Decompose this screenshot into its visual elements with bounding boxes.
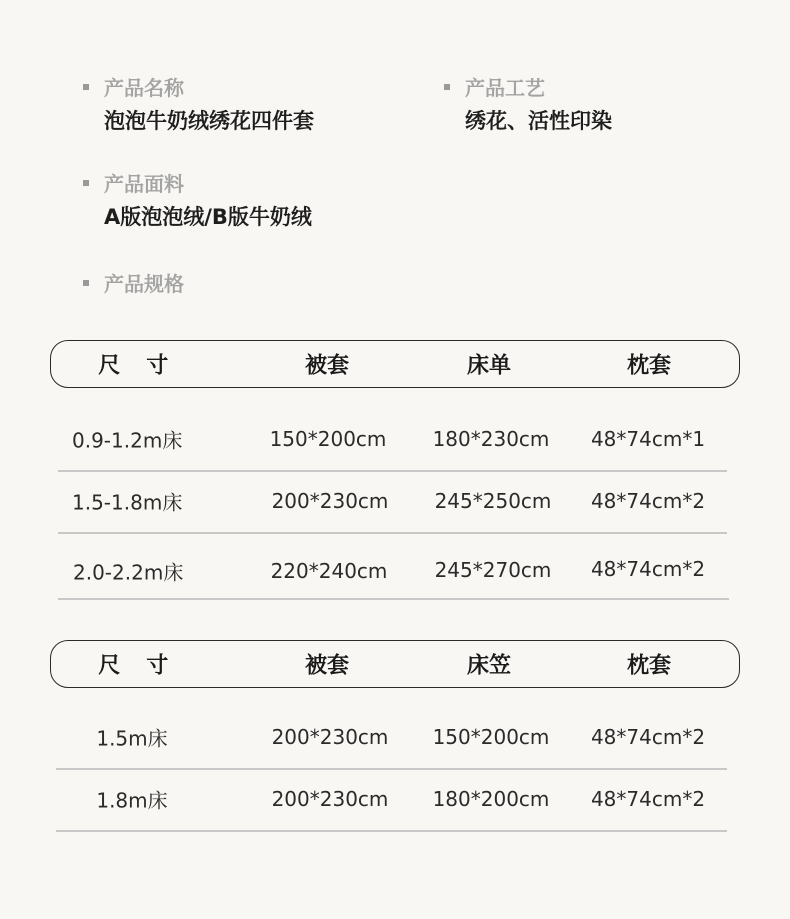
row-divider bbox=[56, 768, 727, 770]
row-divider bbox=[58, 598, 729, 600]
table1-cell: 2.0-2.2m床 bbox=[73, 560, 184, 585]
table1-header-size: 尺寸 bbox=[98, 353, 195, 379]
product-craft-block bbox=[465, 75, 612, 135]
table2-cell: 180*200cm bbox=[432, 787, 550, 811]
table1-cell: 220*240cm bbox=[270, 559, 388, 583]
product-spec-block bbox=[104, 271, 184, 297]
bullet-icon bbox=[83, 84, 89, 90]
table2-header-duvet: 被套 bbox=[304, 653, 350, 679]
table2-cell: 48*74cm*2 bbox=[590, 725, 706, 749]
product-fabric-block bbox=[104, 171, 312, 231]
table2-cell: 200*230cm bbox=[271, 787, 389, 811]
product-fabric-value: A版泡泡绒/B版牛奶绒 bbox=[104, 205, 312, 229]
table1-cell: 48*74cm*2 bbox=[590, 557, 706, 581]
table2-cell: 1.5m床 bbox=[96, 726, 168, 751]
table1-cell: 0.9-1.2m床 bbox=[72, 428, 183, 453]
table1-cell: 245*270cm bbox=[434, 558, 552, 582]
table2-cell: 200*230cm bbox=[271, 725, 389, 749]
product-craft-label: 产品工艺 bbox=[465, 76, 545, 100]
product-name-value: 泡泡牛奶绒绣花四件套 bbox=[104, 109, 314, 133]
product-name-block bbox=[104, 75, 314, 135]
table1-header-sheet: 床单 bbox=[466, 353, 512, 379]
table2-cell: 150*200cm bbox=[432, 725, 550, 749]
table1-cell: 150*200cm bbox=[269, 427, 387, 451]
table2-header-pillowcase: 枕套 bbox=[626, 653, 672, 679]
row-divider bbox=[58, 532, 727, 534]
table2-header-size: 尺寸 bbox=[98, 653, 195, 679]
table1-cell: 48*74cm*2 bbox=[590, 489, 706, 513]
table1-header bbox=[50, 340, 740, 388]
row-divider bbox=[56, 830, 727, 832]
table1-header-duvet: 被套 bbox=[304, 353, 350, 379]
product-name-label: 产品名称 bbox=[104, 76, 184, 100]
bullet-icon bbox=[83, 280, 89, 286]
table1-cell: 48*74cm*1 bbox=[590, 427, 706, 451]
row-divider bbox=[58, 470, 727, 472]
table1-cell: 1.5-1.8m床 bbox=[72, 490, 183, 515]
product-fabric-label: 产品面料 bbox=[104, 172, 184, 196]
table1-cell: 180*230cm bbox=[432, 427, 550, 451]
table2-header bbox=[50, 640, 740, 688]
table1-cell: 200*230cm bbox=[271, 489, 389, 513]
table2-header-fitted-sheet: 床笠 bbox=[466, 653, 512, 679]
table1-cell: 245*250cm bbox=[434, 489, 552, 513]
bullet-icon bbox=[444, 84, 450, 90]
table1-header-pillowcase: 枕套 bbox=[626, 353, 672, 379]
table2-cell: 1.8m床 bbox=[96, 788, 168, 813]
bullet-icon bbox=[83, 180, 89, 186]
product-craft-value: 绣花、活性印染 bbox=[465, 109, 612, 133]
table2-cell: 48*74cm*2 bbox=[590, 787, 706, 811]
product-spec-label: 产品规格 bbox=[104, 272, 184, 296]
